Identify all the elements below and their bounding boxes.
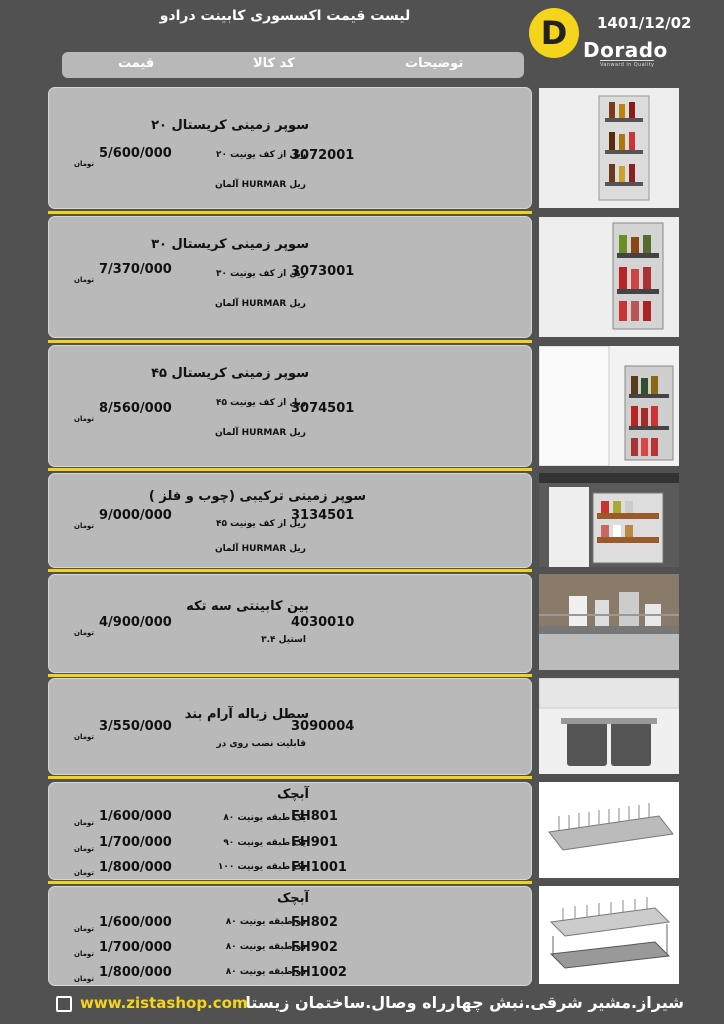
product-code: FH901 (291, 835, 338, 850)
row-divider (48, 340, 532, 343)
product-title: سطل زباله آرام بند (184, 707, 309, 722)
row-divider (48, 569, 532, 572)
product-price: 9/000/000 (99, 508, 172, 523)
column-header-description: توضیحات (405, 56, 464, 71)
product-code: 3134501 (291, 508, 355, 523)
product-desc: ریل HURMAR آلمان (214, 299, 306, 309)
product-desc: یک طبقه یونیت ۱۰۰ (217, 862, 306, 872)
store-address: شیراز.مشیر شرقی.نبش چهارراه وصال.ساختمان زیستا (245, 993, 684, 1012)
brand-logo: D (529, 8, 579, 58)
product-price: 1/600/000 (99, 915, 172, 930)
product-desc: یک طبقه یونیت ۹۰ (223, 838, 306, 848)
column-header-code: کد کالا (253, 56, 295, 71)
price-unit: تومان (74, 819, 94, 827)
product-title: سوپر زمینی کریستال ۲۰ (151, 118, 309, 133)
price-unit: تومان (74, 975, 94, 983)
product-photo (539, 886, 679, 984)
product-code: FH1002 (291, 965, 347, 980)
product-title: آبچک (276, 891, 309, 906)
product-code: FH802 (291, 915, 338, 930)
product-row (48, 574, 532, 673)
row-divider (48, 776, 532, 779)
price-unit: تومان (74, 869, 94, 877)
product-code: FH902 (291, 940, 338, 955)
price-unit: تومان (74, 950, 94, 958)
product-desc: ریل از کف یونیت ۳۰ (216, 269, 306, 279)
product-row (48, 345, 532, 467)
product-price: 1/700/000 (99, 940, 172, 955)
product-row (48, 782, 532, 880)
store-website[interactable]: www.zistashop.com (80, 994, 248, 1012)
product-code: 3073001 (291, 264, 355, 279)
product-price: 4/900/000 (99, 615, 172, 630)
brand-name: Dorado (583, 38, 668, 62)
row-divider (48, 211, 532, 214)
price-unit: تومان (74, 629, 94, 637)
product-desc: ریل HURMAR آلمان (214, 428, 306, 438)
globe-icon (56, 996, 72, 1012)
product-price: 3/550/000 (99, 719, 172, 734)
product-title: سوپر زمینی کریستال ۳۰ (151, 237, 309, 252)
price-unit: تومان (74, 522, 94, 530)
product-code: 3072001 (291, 148, 355, 163)
product-price: 1/800/000 (99, 965, 172, 980)
price-unit: تومان (74, 160, 94, 168)
product-desc: ریل HURMAR آلمان (214, 180, 306, 190)
column-header-price: قیمت (118, 56, 155, 71)
product-photo (539, 678, 679, 774)
price-unit: تومان (74, 925, 94, 933)
product-price: 7/370/000 (99, 262, 172, 277)
product-desc: استیل ۳.۴ (261, 635, 306, 645)
product-price: 1/800/000 (99, 860, 172, 875)
product-price: 8/560/000 (99, 401, 172, 416)
product-row (48, 678, 532, 775)
row-divider (48, 674, 532, 677)
price-unit: تومان (74, 415, 94, 423)
document-title: لیست قیمت اکسسوری کابینت درادو (159, 8, 411, 24)
product-desc: ریل از کف یونیت ۴۵ (216, 398, 306, 408)
product-row (48, 216, 532, 338)
product-desc: ریل HURMAR آلمان (214, 544, 306, 554)
product-photo (539, 217, 679, 337)
product-photo (539, 473, 679, 567)
product-price: 1/600/000 (99, 809, 172, 824)
product-photo (539, 346, 679, 466)
product-title: آبچک (276, 787, 309, 802)
price-list-date: 1401/12/02 (597, 14, 692, 32)
product-desc: دو طبقه یونیت ۸۰ (225, 917, 306, 927)
product-price: 5/600/000 (99, 146, 172, 161)
product-title: سوپر زمینی ترکیبی (چوب و فلز ) (148, 489, 366, 504)
product-title: سوپر زمینی کریستال ۴۵ (151, 366, 309, 381)
product-code: 3074501 (291, 401, 355, 416)
product-photo (539, 88, 679, 208)
product-price: 1/700/000 (99, 835, 172, 850)
row-divider (48, 468, 532, 471)
product-desc: ریل از کف یونیت ۲۰ (216, 150, 306, 160)
product-desc: دو طبقه یونیت ۸۰ (225, 967, 306, 977)
product-code: FH801 (291, 809, 338, 824)
product-desc: قابلیت نصب روی در (216, 739, 306, 749)
product-desc: ریل از کف یونیت ۴۵ (216, 519, 306, 529)
price-unit: تومان (74, 733, 94, 741)
product-row (48, 473, 532, 568)
product-photo (539, 574, 679, 670)
brand-tagline: Vanward in Quality (600, 62, 655, 68)
product-desc: یک طبقه یونیت ۸۰ (223, 813, 306, 823)
product-code: FH1001 (291, 860, 347, 875)
price-unit: تومان (74, 845, 94, 853)
product-row (48, 886, 532, 986)
row-divider (48, 881, 532, 884)
product-photo (539, 782, 679, 878)
product-title: بین کابینتی سه تکه (186, 599, 309, 614)
product-desc: دو طبقه یونیت ۸۰ (225, 942, 306, 952)
product-code: 4030010 (291, 615, 355, 630)
product-row (48, 87, 532, 209)
price-unit: تومان (74, 276, 94, 284)
product-code: 3090004 (291, 719, 355, 734)
